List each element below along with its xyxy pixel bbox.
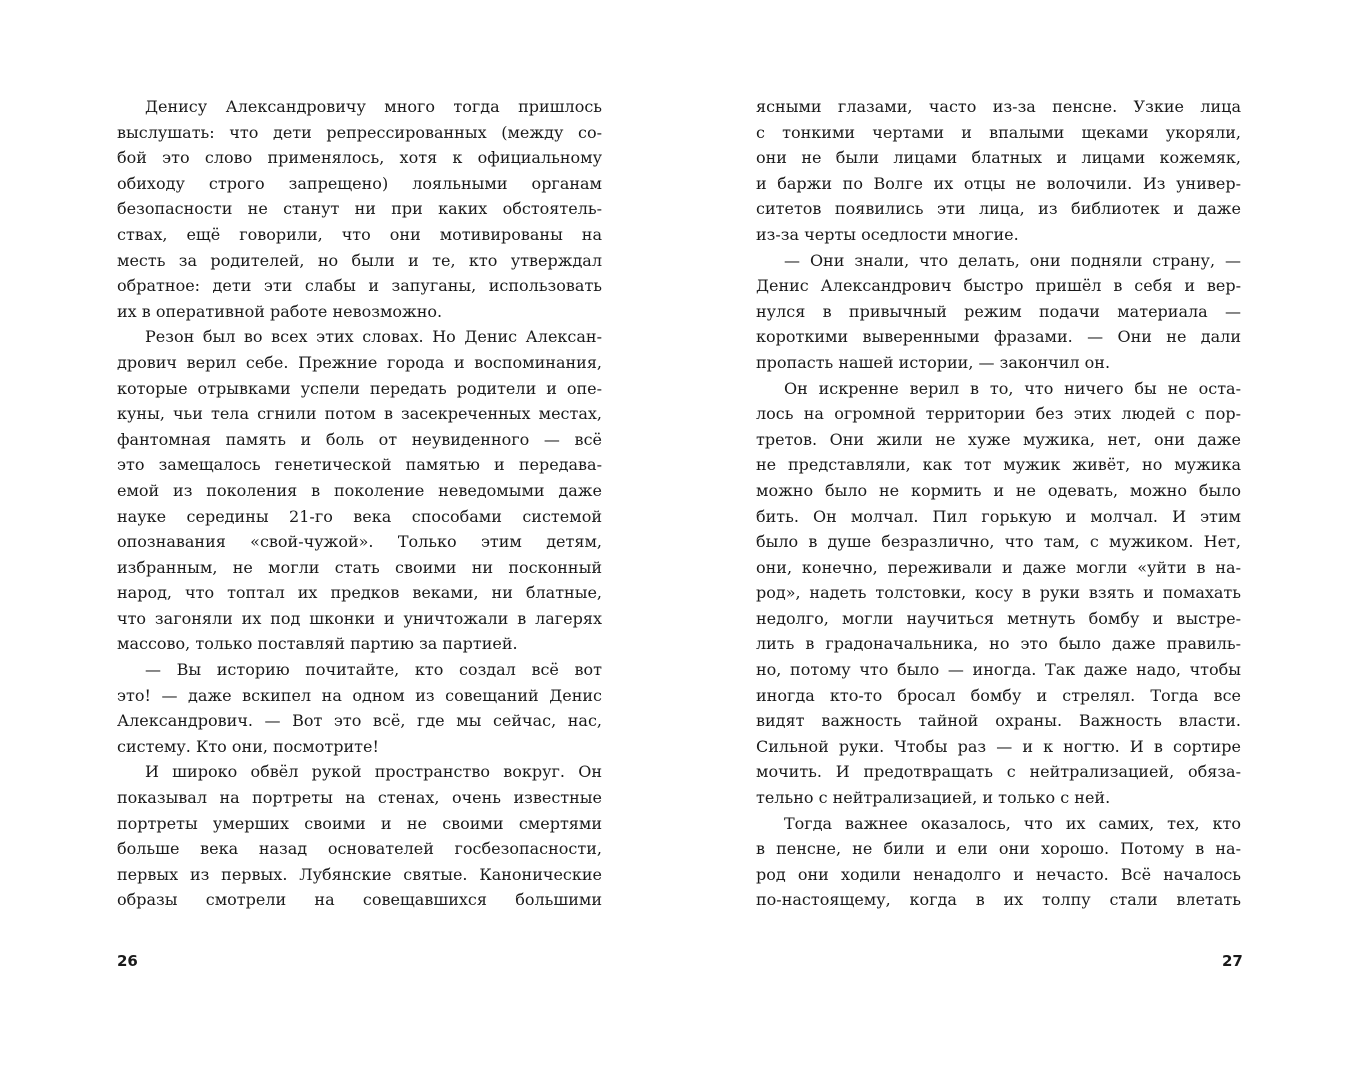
text-line: и баржи по Волге их отцы не волочили. Из универ-	[756, 173, 1241, 193]
text-line: Тогда важнее оказалось, что их самих, тех, кто	[784, 813, 1241, 833]
text-line: видят важность тайной охраны. Важность власти.	[756, 711, 1241, 731]
text-line: обратное: дети эти слабы и запуганы, использовать	[117, 276, 602, 296]
text-line: это! — даже вскипел на одном из совещаний Денис	[117, 685, 602, 705]
text-line: род», надеть толстовки, косу в руки взять и помахать	[756, 583, 1241, 603]
left-page-text	[117, 97, 602, 916]
text-line: народ, что топтал их предков веками, ни блатные,	[117, 583, 602, 603]
text-line: избранным, не могли стать своими ни посконный	[117, 557, 602, 577]
text-line: бить. Он молчал. Пил горькую и молчал. И этим	[756, 506, 1241, 526]
text-line: образы смотрели на совещавшихся большими	[117, 890, 602, 910]
text-line: лить в градоначальника, но это было даже правиль-	[756, 634, 1241, 654]
text-line: Он искренне верил в то, что ничего бы не оста-	[784, 378, 1241, 398]
text-line: ситетов появились эти лица, из библиотек и даже	[756, 199, 1241, 219]
text-line: ствах, ещё говорили, что они мотивированы на	[117, 224, 602, 244]
text-line: иногда кто-то бросал бомбу и стрелял. Тогда все	[756, 685, 1241, 705]
text-line: — Вы историю почитайте, кто создал всё вот	[145, 660, 602, 680]
text-line: дрович верил себе. Прежние города и воспоминания,	[117, 352, 602, 372]
text-line: лось на огромной территории без этих людей с пор-	[756, 404, 1241, 424]
text-line: показывал на портреты на стенах, очень известные	[117, 788, 602, 808]
text-line: было в душе безразлично, что там, с мужиком. Нет,	[756, 532, 1241, 552]
text-line: Александрович. — Вот это всё, где мы сейчас, нас,	[117, 711, 602, 731]
text-line: — Они знали, что делать, они подняли страну, —	[784, 250, 1241, 270]
text-line: науке середины 21-го века способами системой	[117, 506, 602, 526]
right-page-text	[756, 97, 1241, 916]
text-line: массово, только поставляй партию за партией.	[117, 634, 518, 654]
text-line: первых из первых. Лубянские святые. Канонические	[117, 864, 602, 884]
left-page-number: 26	[117, 952, 138, 970]
text-line: можно было не кормить и не одевать, можно было	[756, 480, 1241, 500]
text-line: месть за родителей, но были и те, кто утверждал	[117, 250, 602, 270]
text-line: систему. Кто они, посмотрите!	[117, 736, 379, 756]
text-line: мочить. И предотвращать с нейтрализацией, обяза-	[756, 762, 1241, 782]
text-line: опознавания «свой-чужой». Только этим детям,	[117, 532, 602, 552]
text-line: род они ходили ненадолго и нечасто. Всё началось	[756, 864, 1241, 884]
text-line: пропасть нашей истории, — закончил он.	[756, 352, 1111, 372]
text-line: выслушать: что дети репрессированных (между со-	[117, 122, 602, 142]
text-line: не представляли, как тот мужик живёт, но мужика	[756, 455, 1241, 475]
text-line: ясными глазами, часто из-за пенсне. Узкие лица	[756, 97, 1241, 116]
text-line: они, конечно, переживали и даже могли «уйти в на-	[756, 557, 1241, 577]
right-page-number: 27	[1222, 952, 1243, 970]
text-line: фантомная память и боль от неувиденного — всё	[117, 429, 602, 449]
text-line: с тонкими чертами и впалыми щеками укоряли,	[756, 122, 1241, 142]
text-line: Денис Александрович быстро пришёл в себя и вер-	[756, 276, 1241, 296]
text-line: портреты умерших своими и не своими смертями	[117, 813, 602, 833]
text-line: куны, чьи тела сгнили потом в засекреченных местах,	[117, 404, 602, 424]
text-line: они не были лицами блатных и лицами кожемяк,	[756, 148, 1241, 168]
text-line: это замещалось генетической памятью и передава-	[117, 455, 602, 475]
text-line: емой из поколения в поколение неведомыми даже	[117, 480, 602, 500]
text-line: что загоняли их под шконки и уничтожали в лагерях	[117, 608, 602, 628]
text-line: их в оперативной работе невозможно.	[117, 301, 443, 321]
text-line: но, потому что было — иногда. Так даже надо, чтобы	[756, 660, 1241, 680]
text-line: по-настоящему, когда в их толпу стали влетать	[756, 890, 1241, 910]
text-line: Сильной руки. Чтобы раз — и к ногтю. И в сортире	[756, 736, 1241, 756]
text-line: Резон был во всех этих словах. Но Денис Алексан-	[145, 327, 602, 347]
text-line: И широко обвёл рукой пространство вокруг. Он	[145, 762, 602, 782]
text-line: больше века назад основателей госбезопасности,	[117, 839, 602, 859]
text-line: Денису Александровичу много тогда пришлось	[145, 97, 602, 116]
text-line: нулся в привычный режим подачи материала —	[756, 301, 1241, 321]
text-line: в пенсне, не били и ели они хорошо. Потому в на-	[756, 839, 1241, 859]
text-line: короткими выверенными фразами. — Они не дали	[756, 327, 1241, 347]
text-line: бой это слово применялось, хотя к официальному	[117, 148, 602, 168]
text-line: обиходу строго запрещено) лояльными органам	[117, 173, 602, 193]
text-line: тельно с нейтрализацией, и только с ней.	[756, 788, 1111, 808]
text-line: из-за черты оседлости многие.	[756, 224, 1019, 244]
text-line: третов. Они жили не хуже мужика, нет, они даже	[756, 429, 1241, 449]
text-line: которые отрывками успели передать родители и опе-	[117, 378, 602, 398]
text-line: недолго, могли научиться метнуть бомбу и выстре-	[756, 608, 1241, 628]
text-line: безопасности не станут ни при каких обстоятель-	[117, 199, 602, 219]
